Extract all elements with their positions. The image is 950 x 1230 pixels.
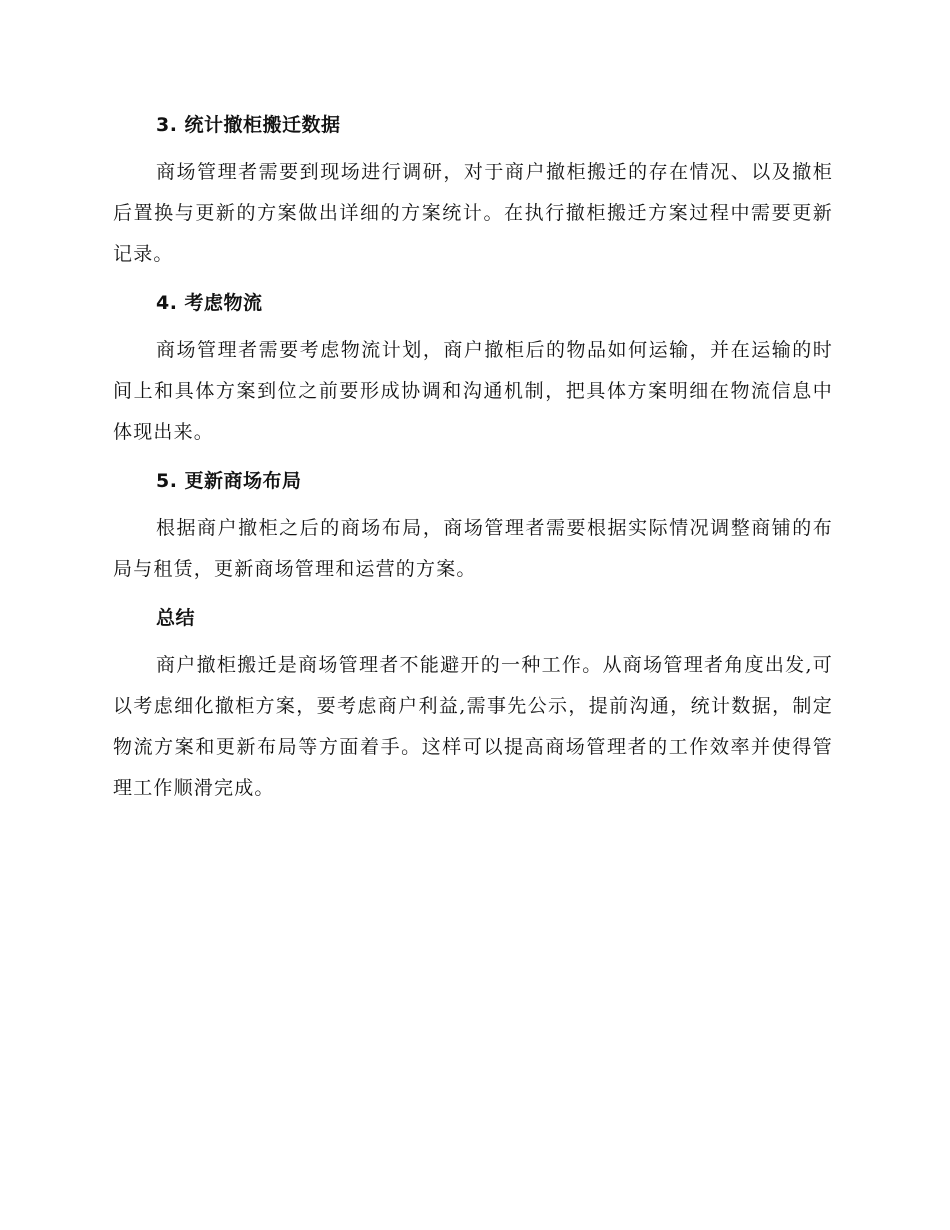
section-heading: 4. 考虑物流 (156, 292, 263, 314)
section-statistics (113, 110, 833, 275)
section-summary (113, 603, 833, 809)
section-heading: 3. 统计撤柜搬迁数据 (156, 114, 341, 136)
section-heading: 总结 (156, 607, 196, 629)
section-paragraph: 根据商户撤柜之后的商场布局，商场管理者需要根据实际情况调整商铺的布局与租赁，更新商场管理和运营的方案。 (113, 517, 833, 580)
section-layout-update (113, 466, 833, 590)
section-paragraph: 商户撤柜搬迁是商场管理者不能避开的一种工作。从商场管理者角度出发,可以考虑细化撤柜方案，要考虑商户利益,需事先公示，提前沟通，统计数据，制定物流方案和更新布局等方面着手。这样可以提高商场管理者的工作效率并使得管理工作顺滑完成。 (113, 654, 833, 799)
section-paragraph: 商场管理者需要到现场进行调研，对于商户撤柜搬迁的存在情况、以及撤柜后置换与更新的方案做出详细的方案统计。在执行撤柜搬迁方案过程中需要更新记录。 (113, 161, 833, 265)
section-heading: 5. 更新商场布局 (156, 470, 302, 492)
section-logistics (113, 288, 833, 453)
document-body (113, 110, 833, 822)
section-paragraph: 商场管理者需要考虑物流计划，商户撤柜后的物品如何运输，并在运输的时间上和具体方案到位之前要形成协调和沟通机制，把具体方案明细在物流信息中体现出来。 (113, 339, 833, 443)
